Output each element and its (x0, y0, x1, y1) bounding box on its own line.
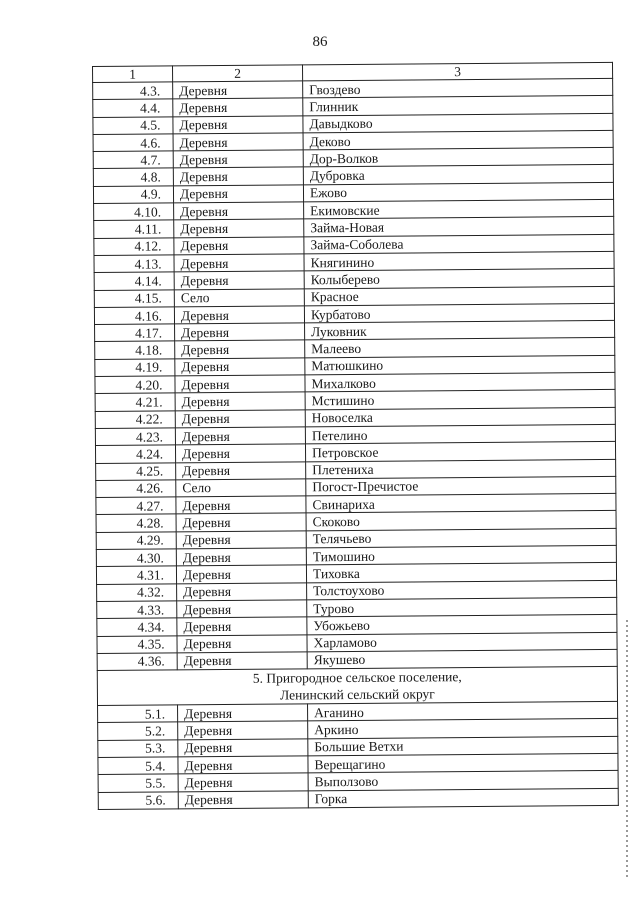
settlement-type: Деревня (178, 790, 308, 808)
settlement-type: Деревня (175, 358, 305, 376)
row-number: 4.18. (95, 341, 175, 359)
settlement-type: Деревня (177, 634, 307, 652)
header-col-2: 2 (173, 65, 303, 82)
settlement-type: Деревня (174, 202, 304, 220)
settlement-type: Деревня (173, 167, 303, 185)
row-number: 4.17. (95, 324, 175, 342)
settlement-name: Мстишино (305, 390, 615, 410)
row-number: 5.2. (98, 722, 178, 740)
row-number: 4.30. (96, 549, 176, 567)
settlement-name: Толстоухово (307, 580, 617, 600)
row-number: 4.9. (93, 186, 173, 204)
settlement-type: Деревня (173, 98, 303, 116)
settlement-type: Деревня (178, 704, 308, 722)
settlement-type: Село (174, 288, 304, 306)
header-col-3: 3 (302, 62, 612, 80)
settlement-name: Тимошино (306, 545, 616, 565)
settlement-name: Аркино (308, 719, 618, 739)
row-number: 4.12. (94, 238, 174, 256)
row-number: 5.5. (98, 774, 178, 792)
settlement-name: Петелино (305, 424, 615, 444)
settlement-name: Петровское (305, 442, 615, 462)
settlement-name: Верещагино (308, 753, 618, 773)
settlements-table-container (92, 62, 618, 810)
settlement-type: Деревня (174, 254, 304, 272)
settlement-type: Деревня (177, 617, 307, 635)
settlement-type: Деревня (175, 409, 305, 427)
row-number: 5.6. (98, 791, 178, 809)
table-body-b (98, 701, 619, 809)
settlement-name: Выползово (308, 771, 618, 791)
row-number: 4.26. (96, 480, 176, 498)
settlement-type: Деревня (176, 531, 306, 549)
settlement-type: Деревня (177, 600, 307, 618)
row-number: 4.6. (93, 134, 173, 152)
settlement-name: Займа-Новая (304, 217, 614, 237)
settlement-name: Гвоздево (303, 78, 613, 98)
row-number: 4.16. (94, 307, 174, 325)
settlement-name: Луковник (305, 321, 615, 341)
settlement-name: Убожьево (307, 615, 617, 635)
row-number: 5.3. (98, 740, 178, 758)
row-number: 4.28. (96, 514, 176, 532)
row-number: 5.1. (98, 705, 178, 723)
row-number: 4.29. (96, 532, 176, 550)
settlement-name: Аганино (308, 701, 618, 721)
settlement-name: Погост-Пречистое (306, 476, 616, 496)
settlement-type: Деревня (177, 652, 307, 670)
section-title (97, 666, 617, 705)
settlement-name: Ежово (303, 182, 613, 202)
row-number: 4.21. (95, 393, 175, 411)
row-number: 4.15. (94, 289, 174, 307)
settlement-name: Якушево (307, 649, 617, 669)
settlement-type: Деревня (177, 582, 307, 600)
settlement-type: Деревня (175, 427, 305, 445)
settlement-type: Деревня (175, 375, 305, 393)
row-number: 4.27. (96, 497, 176, 515)
settlement-name: Курбатово (304, 303, 614, 323)
settlement-type: Деревня (178, 739, 308, 757)
settlement-type: Деревня (176, 496, 306, 514)
row-number: 5.4. (98, 757, 178, 775)
settlement-type: Деревня (175, 323, 305, 341)
settlement-type: Деревня (176, 513, 306, 531)
settlement-type: Деревня (178, 721, 308, 739)
settlement-type: Деревня (174, 306, 304, 324)
section-title-line-2: Ленинский сельский округ (280, 686, 435, 703)
settlement-type: Деревня (178, 756, 308, 774)
row-number: 4.4. (93, 99, 173, 117)
row-number: 4.23. (95, 428, 175, 446)
settlement-type: Деревня (173, 150, 303, 168)
settlement-type: Деревня (174, 271, 304, 289)
settlement-name: Михалково (305, 372, 615, 392)
row-number: 4.24. (95, 445, 175, 463)
settlement-name: Займа-Соболева (304, 234, 614, 254)
row-number: 4.8. (93, 168, 173, 186)
row-number: 4.7. (93, 151, 173, 169)
settlement-name: Княгинино (304, 251, 614, 271)
row-number: 4.35. (97, 635, 177, 653)
settlement-name: Малеево (305, 338, 615, 358)
settlement-name: Свинариха (306, 494, 616, 514)
settlement-name: Глинник (303, 96, 613, 116)
settlement-name: Дор-Волков (303, 148, 613, 168)
settlement-type: Деревня (176, 565, 306, 583)
table-row (98, 788, 618, 809)
row-number: 4.34. (97, 618, 177, 636)
page-number: 86 (312, 34, 328, 50)
row-number: 4.32. (97, 583, 177, 601)
row-number: 4.19. (95, 359, 175, 377)
settlement-name: Скоково (306, 511, 616, 531)
row-number: 4.14. (94, 272, 174, 290)
settlement-name: Екимовские (304, 199, 614, 219)
settlement-name: Харламово (307, 632, 617, 652)
settlement-type: Деревня (175, 444, 305, 462)
settlement-type: Деревня (173, 133, 303, 151)
settlement-name: Деково (303, 130, 613, 150)
settlement-type: Деревня (176, 461, 306, 479)
settlement-type: Деревня (174, 219, 304, 237)
header-col-1: 1 (93, 66, 173, 83)
settlement-type: Деревня (176, 548, 306, 566)
settlement-type: Село (176, 479, 306, 497)
settlement-type: Деревня (175, 340, 305, 358)
row-number: 4.13. (94, 255, 174, 273)
settlement-name: Турово (307, 597, 617, 617)
row-number: 4.5. (93, 116, 173, 134)
settlement-name: Тиховка (306, 563, 616, 583)
settlement-type: Деревня (173, 81, 303, 99)
row-number: 4.22. (95, 410, 175, 428)
row-number: 4.20. (95, 376, 175, 394)
row-number: 4.25. (96, 462, 176, 480)
settlement-type: Деревня (173, 115, 303, 133)
settlement-name: Плетениха (306, 459, 616, 479)
settlement-name: Давыдково (303, 113, 613, 133)
settlement-name: Матюшкино (305, 355, 615, 375)
section-body (97, 666, 617, 705)
row-number: 4.31. (96, 566, 176, 584)
settlement-type: Деревня (175, 392, 305, 410)
table-body-a (93, 78, 618, 670)
scan-edge-mark (626, 620, 628, 880)
settlement-name: Горка (308, 788, 618, 808)
settlement-type: Деревня (174, 237, 304, 255)
settlement-type: Деревня (178, 773, 308, 791)
settlement-name: Телячьево (306, 528, 616, 548)
row-number: 4.36. (97, 653, 177, 671)
row-number: 4.3. (93, 82, 173, 100)
settlement-name: Дубровка (303, 165, 613, 185)
settlement-type: Деревня (173, 185, 303, 203)
row-number: 4.11. (94, 220, 174, 238)
row-number: 4.10. (94, 203, 174, 221)
row-number: 4.33. (97, 601, 177, 619)
section-title-line-1: 5. Пригородное сельское поселение, (252, 669, 462, 686)
settlements-table (92, 62, 619, 810)
section-row (97, 666, 617, 705)
settlement-name: Колыберево (304, 269, 614, 289)
settlement-name: Новоселка (305, 407, 615, 427)
settlement-name: Красное (304, 286, 614, 306)
settlement-name: Большие Ветхи (308, 736, 618, 756)
